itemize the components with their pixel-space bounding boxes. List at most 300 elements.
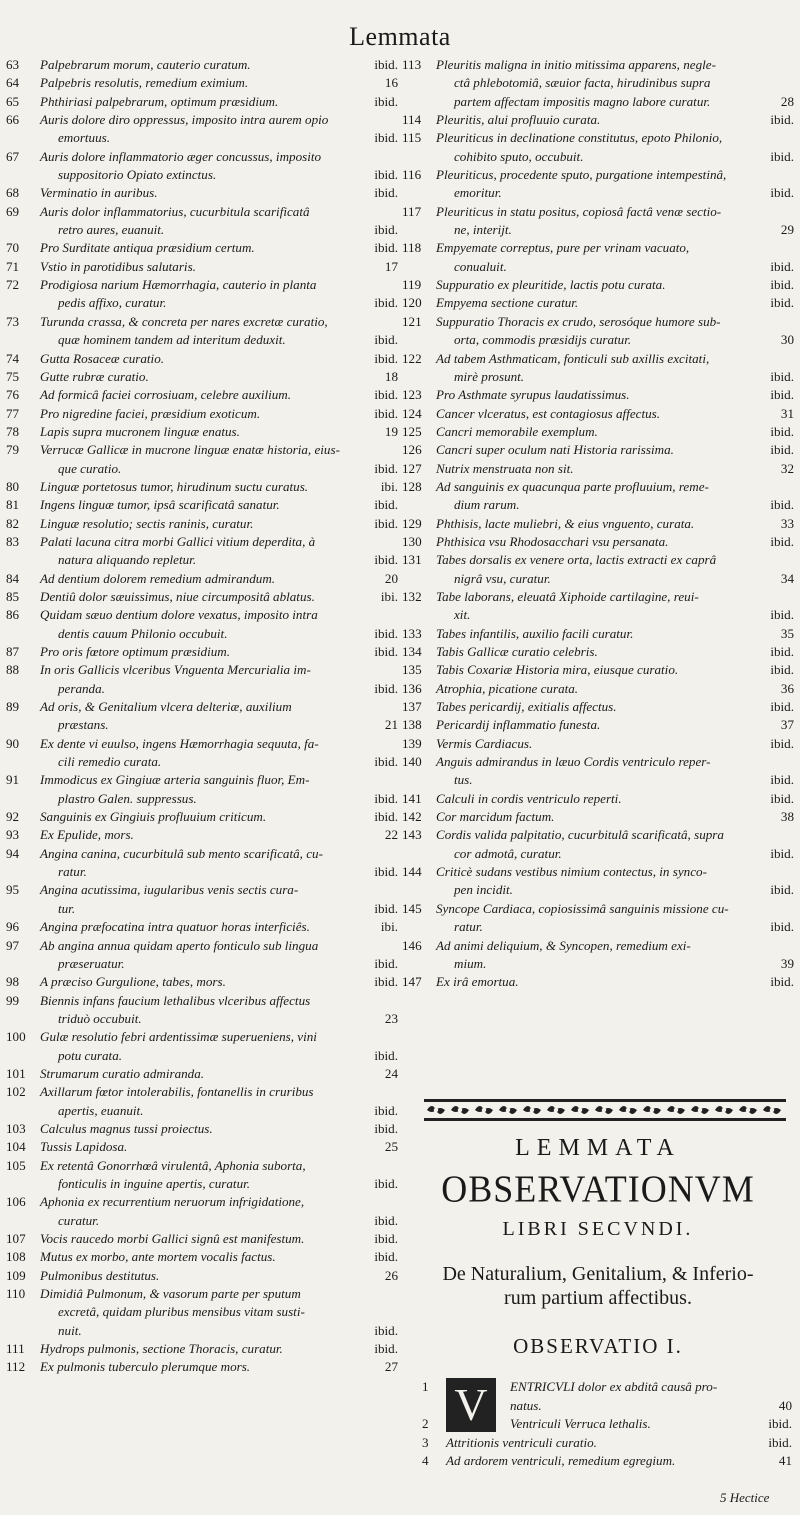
page-reference: ibid. bbox=[374, 240, 398, 256]
entry-number: 73 bbox=[6, 313, 20, 329]
entry-text: Calculi in cordis ventriculo reperti. bbox=[436, 790, 622, 806]
lemma-entry bbox=[402, 826, 794, 863]
entry-number: 68 bbox=[6, 185, 20, 201]
entry-number: 125 bbox=[402, 423, 422, 439]
lemma-entry bbox=[6, 771, 398, 808]
entry-number: 128 bbox=[402, 478, 422, 494]
entry-text: præstans. bbox=[58, 717, 109, 733]
ornament-dot bbox=[698, 1108, 702, 1112]
page-reference: ibid. bbox=[770, 295, 794, 311]
entry-text: Linguæ resolutio; sectis raninis, curatur. bbox=[40, 515, 254, 531]
lemma-entry bbox=[6, 515, 398, 533]
lemma-entry bbox=[402, 276, 794, 294]
entry-text: ratur. bbox=[454, 919, 483, 935]
page-reference: ibid. bbox=[374, 790, 398, 806]
lemma-entry bbox=[402, 441, 794, 459]
lemma-entry bbox=[6, 368, 398, 386]
page-reference: ibid. bbox=[374, 57, 398, 72]
entry-text: Phthisis, lacte muliebri, & eius vnguento, curata. bbox=[436, 515, 695, 531]
entry-text: Tabis Gallicæ curatio celebris. bbox=[436, 644, 598, 659]
lemma-entry bbox=[6, 845, 398, 882]
lemma-entry bbox=[6, 937, 398, 974]
entry-number: 137 bbox=[402, 699, 422, 715]
entry-text: Pro Asthmate syrupus laudatissimus. bbox=[436, 387, 630, 403]
lemma-entry bbox=[402, 350, 794, 387]
entry-number: 99 bbox=[6, 992, 20, 1008]
lemma-entry bbox=[6, 405, 398, 423]
entry-text: Ad oris, & Genitalium vlcera delteriæ, auxilium bbox=[40, 699, 292, 715]
page-reference: 30 bbox=[780, 332, 794, 348]
lemma-entry bbox=[6, 918, 398, 936]
ornament-dot bbox=[722, 1108, 726, 1112]
entry-number: 92 bbox=[6, 809, 20, 825]
lemma-entry bbox=[6, 1358, 398, 1376]
subtitle-line-1: De Naturalium, Genitalium, & Inferio- bbox=[442, 1263, 754, 1285]
page-reference: ibid. bbox=[374, 93, 398, 109]
entry-number: 2 bbox=[422, 1416, 429, 1431]
ornament-dot bbox=[458, 1108, 462, 1112]
section-title-libri: LIBRI SECVNDI. bbox=[502, 1218, 694, 1240]
entry-text: natura aliquando repletur. bbox=[58, 552, 197, 568]
entry-text: Nutrix menstruata non sit. bbox=[436, 460, 574, 476]
page-reference: ibid. bbox=[770, 387, 794, 403]
entry-number: 122 bbox=[402, 350, 422, 366]
entry-number: 97 bbox=[6, 937, 20, 953]
lemma-entry bbox=[6, 441, 398, 478]
ornament-dot bbox=[506, 1108, 510, 1112]
entry-number: 70 bbox=[6, 240, 20, 256]
lemma-entry bbox=[402, 753, 794, 790]
entry-text: ctâ phlebotomiâ, sæuior facta, hirudinibus supra bbox=[454, 75, 711, 91]
lemma-entry bbox=[6, 992, 398, 1029]
entry-text: Ex retentâ Gonorrhœâ virulentâ, Aphonia suborta, bbox=[40, 1157, 306, 1173]
entry-number: 118 bbox=[402, 240, 422, 256]
entry-number: 64 bbox=[6, 75, 20, 91]
entry-text: natus. bbox=[510, 1397, 542, 1413]
entry-number: 114 bbox=[402, 112, 422, 128]
ornament-dot bbox=[626, 1108, 630, 1112]
entry-text: Vermis Cardiacus. bbox=[436, 735, 533, 751]
entry-number: 3 bbox=[422, 1434, 429, 1450]
page-reference: ibid. bbox=[374, 680, 398, 696]
entry-number: 141 bbox=[402, 790, 422, 806]
entry-text: Hydrops pulmonis, sectione Thoracis, curatur. bbox=[40, 1341, 283, 1357]
lemma-entry bbox=[402, 790, 794, 808]
page-reference: ibi. bbox=[380, 478, 398, 494]
lemma-entry bbox=[402, 203, 794, 240]
entry-number: 123 bbox=[402, 387, 422, 403]
entry-number: 119 bbox=[402, 277, 422, 293]
page-reference: 22 bbox=[384, 827, 398, 843]
entry-text: Pleuritis maligna in initio mitissima apparens, negle- bbox=[436, 57, 716, 72]
lemma-entry bbox=[6, 533, 398, 570]
lemma-entry bbox=[6, 973, 398, 991]
entry-text: Pleuriticus in statu positus, copiosâ factâ venæ sectio- bbox=[436, 203, 722, 219]
entry-text: nigrâ vsu, curatur. bbox=[454, 570, 551, 586]
entry-number: 105 bbox=[6, 1157, 26, 1173]
entry-text: triduò occubuit. bbox=[58, 1010, 142, 1026]
page-reference: ibid. bbox=[770, 644, 794, 659]
entry-text: Turunda crassa, & concreta per nares excretæ curatio, bbox=[40, 313, 328, 329]
entry-text: mium. bbox=[454, 955, 487, 971]
entry-text: Auris dolor inflammatorius, cucurbitula scarificatâ bbox=[40, 203, 310, 219]
entry-number: 98 bbox=[6, 974, 20, 990]
page-reference: ibid. bbox=[770, 607, 794, 623]
entry-number: 111 bbox=[6, 1341, 25, 1357]
entry-number: 143 bbox=[402, 827, 422, 843]
lemma-entry bbox=[6, 1120, 398, 1138]
entry-text: xit. bbox=[454, 607, 471, 623]
entry-number: 107 bbox=[6, 1231, 26, 1246]
lemma-entry bbox=[6, 661, 398, 698]
entry-number: 74 bbox=[6, 350, 20, 366]
entry-text: orta, commodis præsidijs curatur. bbox=[454, 332, 632, 348]
page-reference: 33 bbox=[780, 515, 794, 531]
lemma-entry bbox=[6, 203, 398, 240]
entry-text: Aphonia ex recurrentium neruorum infrigidatione, bbox=[40, 1194, 305, 1210]
entry-text: Pleuriticus in declinatione constitutus, epoto Philonio, bbox=[436, 130, 723, 146]
page-reference: ibid. bbox=[374, 130, 398, 146]
ornament-dot bbox=[746, 1108, 750, 1112]
entry-number: 139 bbox=[402, 735, 422, 751]
lemma-entry bbox=[402, 56, 794, 111]
page-reference: 27 bbox=[384, 1359, 398, 1375]
entry-number: 83 bbox=[6, 533, 20, 549]
entry-text: Auris dolore diro oppressus, imposito intra aurem opio bbox=[40, 112, 329, 128]
entry-number: 71 bbox=[6, 258, 20, 274]
page-reference: ibid. bbox=[770, 423, 794, 439]
entry-number: 113 bbox=[402, 57, 422, 72]
entry-number: 85 bbox=[6, 588, 20, 604]
entry-number: 140 bbox=[402, 754, 422, 770]
entry-text: Palpebrarum morum, cauterio curatum. bbox=[40, 57, 251, 72]
page-reference: 25 bbox=[384, 1139, 398, 1155]
entry-text: apertis, euanuit. bbox=[58, 1102, 144, 1118]
lemma-entry bbox=[6, 386, 398, 404]
lemma-entry bbox=[6, 1138, 398, 1156]
page-reference: ibid. bbox=[770, 277, 794, 293]
page-reference: 21 bbox=[384, 717, 398, 733]
entry-text: Sanguinis ex Gingiuis profluuium criticum. bbox=[40, 809, 267, 825]
page-reference: 35 bbox=[780, 625, 794, 641]
lemma-entry bbox=[402, 313, 794, 350]
entry-number: 80 bbox=[6, 478, 20, 494]
entry-text: Palati lacuna citra morbi Gallici vitium deperdita, à bbox=[40, 533, 316, 549]
entry-text: pedis affixo, curatur. bbox=[58, 295, 167, 311]
page-reference: ibid. bbox=[770, 699, 794, 715]
entry-text: Suppuratio ex pleuritide, lactis potu curata. bbox=[436, 277, 666, 293]
lemma-entry bbox=[422, 1452, 792, 1471]
entry-text: conualuit. bbox=[454, 258, 507, 274]
page-reference: ibid. bbox=[374, 1212, 398, 1228]
lemma-entry bbox=[402, 478, 794, 515]
lemma-entry bbox=[6, 1248, 398, 1266]
entry-number: 72 bbox=[6, 277, 20, 293]
entry-text: Suppuratio Thoracis ex crudo, serosóque humore sub- bbox=[436, 313, 721, 329]
entry-text: Dimidiâ Pulmonum, & vasorum parte per sputum bbox=[40, 1286, 301, 1302]
entry-text: Ad ardorem ventriculi, remedium egregium. bbox=[446, 1453, 676, 1468]
lemma-entry bbox=[6, 570, 398, 588]
entry-text: cor admotâ, curatur. bbox=[454, 845, 562, 861]
entry-text: Ad tabem Asthmaticam, fonticuli sub axillis excitati, bbox=[436, 350, 710, 366]
entry-text: Ad formicâ faciei corrosiuam, celebre auxilium. bbox=[40, 387, 292, 403]
subtitle-line-2: rum partium affectibus. bbox=[504, 1287, 692, 1309]
page-reference: 23 bbox=[384, 1010, 398, 1026]
entry-number: 77 bbox=[6, 405, 20, 421]
entry-text: Ex dente vi euulso, ingens Hæmorrhagia sequuta, fa- bbox=[40, 735, 319, 751]
lemma-entry bbox=[6, 350, 398, 368]
page-reference: ibid. bbox=[770, 882, 794, 898]
lemma-entry bbox=[402, 973, 794, 991]
entry-text: Lapis supra mucronem linguæ enatus. bbox=[40, 423, 240, 439]
page-reference: 19 bbox=[384, 423, 398, 439]
entry-text: Biennis infans faucium lethalibus vlceribus affectus bbox=[40, 992, 311, 1008]
observatio-heading: OBSERVATIO I. bbox=[513, 1334, 683, 1358]
page-title: Lemmata bbox=[349, 22, 451, 51]
page-reference: ibid. bbox=[374, 1231, 398, 1246]
page-reference: ibid. bbox=[768, 1434, 792, 1450]
lemma-entry bbox=[402, 405, 794, 423]
entry-number: 120 bbox=[402, 295, 422, 311]
entry-number: 86 bbox=[6, 607, 20, 623]
entry-number: 100 bbox=[6, 1029, 26, 1045]
page-reference: ibid. bbox=[770, 735, 794, 751]
entry-text: ENTRICVLI dolor ex abditâ causâ pro- bbox=[510, 1379, 718, 1394]
page-reference: ibid. bbox=[374, 1341, 398, 1357]
ornament-dot bbox=[530, 1108, 534, 1112]
entry-text: Linguæ portetosus tumor, hirudinum suctu curatus. bbox=[40, 478, 309, 494]
entry-text: Ex pulmonis tuberculo plerumque mors. bbox=[40, 1359, 251, 1375]
entry-text: Pro Surditate antiqua præsidium certum. bbox=[40, 240, 255, 256]
entry-text: Anguis admirandus in læuo Cordis ventriculo reper- bbox=[436, 754, 711, 770]
page-reference: ibid. bbox=[374, 350, 398, 366]
entry-text: Prodigiosa narium Hæmorrhagia, cauterio in planta bbox=[40, 277, 317, 293]
lemma-entry bbox=[6, 93, 398, 111]
lemma-entry bbox=[6, 826, 398, 844]
entry-number: 101 bbox=[6, 1065, 26, 1081]
entry-number: 87 bbox=[6, 644, 20, 659]
entry-text: Atrophia, picatione curata. bbox=[436, 680, 579, 696]
lemma-entry bbox=[402, 808, 794, 826]
lemma-entry bbox=[6, 423, 398, 441]
entry-number: 127 bbox=[402, 460, 422, 476]
entry-number: 142 bbox=[402, 809, 422, 825]
lemma-entry bbox=[6, 1230, 398, 1248]
entry-number: 88 bbox=[6, 662, 20, 678]
entry-number: 132 bbox=[402, 588, 422, 604]
ornament-dot bbox=[554, 1108, 558, 1112]
entry-text: præseruatur. bbox=[58, 955, 125, 971]
ornament-dot bbox=[434, 1108, 438, 1112]
ornament-dot bbox=[482, 1108, 486, 1112]
entry-text: Angina canina, cucurbitulâ sub mento scarificatâ, cu- bbox=[40, 845, 323, 861]
entry-number: 1 bbox=[422, 1379, 429, 1394]
lemma-entry bbox=[6, 276, 398, 313]
right-column bbox=[402, 56, 794, 992]
page-reference: ibid. bbox=[374, 809, 398, 825]
entry-text: Ad sanguinis ex quacunqua parte profluuium, reme- bbox=[436, 478, 709, 494]
entry-number: 66 bbox=[6, 112, 20, 128]
lemma-entry bbox=[402, 680, 794, 698]
entry-text: In oris Gallicis vlceribus Vnguenta Mercurialia im- bbox=[40, 662, 311, 678]
entry-text: Phthisica vsu Rhodosacchari vsu persanata. bbox=[436, 533, 669, 549]
page-reference: ibid. bbox=[770, 533, 794, 549]
page-reference: ibid. bbox=[770, 662, 794, 678]
lemma-entry bbox=[6, 56, 398, 74]
entry-text: Cancer vlceratus, est contagiosus affectus. bbox=[436, 405, 661, 421]
entry-text: ratur. bbox=[58, 864, 87, 880]
entry-number: 144 bbox=[402, 864, 422, 880]
ornament-dot bbox=[650, 1108, 654, 1112]
page-reference: ibid. bbox=[770, 974, 794, 990]
entry-text: Pro oris fœtore optimum præsidium. bbox=[40, 644, 230, 659]
entry-number: 69 bbox=[6, 203, 20, 219]
entry-text: Vstio in parotidibus salutaris. bbox=[40, 258, 196, 274]
entry-number: 63 bbox=[6, 57, 20, 72]
entry-number: 112 bbox=[6, 1359, 26, 1375]
entry-number: 103 bbox=[6, 1120, 26, 1136]
lemma-entry bbox=[402, 515, 794, 533]
lemma-entry bbox=[6, 1083, 398, 1120]
entry-number: 115 bbox=[402, 130, 422, 146]
entry-text: Syncope Cardiaca, copiosissimâ sanguinis missione cu- bbox=[436, 900, 729, 916]
entry-text: Ventriculi Verruca lethalis. bbox=[510, 1416, 651, 1431]
lemma-entry bbox=[422, 1415, 792, 1434]
page-reference: 28 bbox=[780, 93, 794, 109]
entry-text: mirè prosunt. bbox=[454, 368, 525, 384]
lemma-entry bbox=[6, 588, 398, 606]
page-reference: 24 bbox=[384, 1065, 398, 1081]
page-reference: ibid. bbox=[374, 900, 398, 916]
page-reference: ibid. bbox=[374, 1102, 398, 1118]
entry-number: 147 bbox=[402, 974, 422, 990]
page-reference: ibi. bbox=[380, 919, 398, 935]
entry-number: 79 bbox=[6, 442, 20, 458]
entry-text: Attritionis ventriculi curatio. bbox=[446, 1434, 597, 1450]
entry-number: 134 bbox=[402, 644, 422, 659]
entry-number: 110 bbox=[6, 1286, 26, 1302]
entry-text: Gutta Rosaceæ curatio. bbox=[40, 350, 165, 366]
entry-number: 76 bbox=[6, 387, 20, 403]
entry-text: curatur. bbox=[58, 1212, 100, 1228]
entry-text: emortuus. bbox=[58, 130, 111, 146]
entry-text: Gutte rubræ curatio. bbox=[40, 368, 149, 384]
lemma-entry bbox=[402, 863, 794, 900]
lemma-entry bbox=[402, 294, 794, 312]
entry-text: quæ hominem tandem ad interitum deduxit. bbox=[58, 332, 286, 348]
page-reference: ibi. bbox=[380, 588, 398, 604]
entry-number: 124 bbox=[402, 405, 422, 421]
lemma-entry bbox=[6, 1193, 398, 1230]
page-reference: 41 bbox=[778, 1453, 792, 1468]
entry-number: 116 bbox=[402, 167, 422, 183]
entry-text: Cordis valida palpitatio, cucurbitulâ scarificatâ, supra bbox=[436, 827, 724, 843]
entry-number: 133 bbox=[402, 625, 422, 641]
entry-text: Pleuritis, alui profluuio curata. bbox=[436, 112, 601, 128]
lemma-entry bbox=[402, 588, 794, 625]
page-reference: ibid. bbox=[374, 754, 398, 770]
ornament-dot bbox=[578, 1108, 582, 1112]
section-title-observationum: OBSERVATIONVM bbox=[441, 1168, 755, 1210]
lemma-entry bbox=[6, 1157, 398, 1194]
ornament-border bbox=[424, 1097, 786, 1123]
lemma-entry bbox=[402, 386, 794, 404]
entry-text: nuit. bbox=[58, 1322, 82, 1338]
entry-number: 117 bbox=[402, 203, 422, 219]
entry-text: tus. bbox=[454, 772, 473, 788]
lemma-entry bbox=[402, 735, 794, 753]
lemma-entry bbox=[6, 1285, 398, 1340]
entry-number: 109 bbox=[6, 1267, 26, 1283]
page-reference: ibid. bbox=[770, 790, 794, 806]
page-reference: ibid. bbox=[374, 460, 398, 476]
page-reference: 18 bbox=[384, 368, 398, 384]
entry-number: 81 bbox=[6, 497, 20, 513]
lemma-entry bbox=[402, 166, 794, 203]
entry-text: Pro nigredine faciei, præsidium exoticum. bbox=[40, 405, 261, 421]
page-reference: 29 bbox=[780, 222, 794, 238]
lemma-entry bbox=[402, 643, 794, 661]
entry-number: 145 bbox=[402, 900, 422, 916]
lemma-entry bbox=[6, 881, 398, 918]
lemma-entry bbox=[6, 808, 398, 826]
entry-number: 67 bbox=[6, 148, 20, 164]
entry-number: 126 bbox=[402, 442, 422, 458]
lemma-entry bbox=[402, 129, 794, 166]
entry-number: 136 bbox=[402, 680, 422, 696]
entry-text: fonticulis in inguine apertis, curatur. bbox=[58, 1175, 251, 1191]
page-reference: ibid. bbox=[374, 955, 398, 971]
page-reference: 16 bbox=[384, 75, 398, 91]
entry-text: Tabes pericardij, exitialis affectus. bbox=[436, 699, 617, 715]
left-column bbox=[6, 56, 398, 1377]
ornament-dot bbox=[770, 1108, 774, 1112]
page-reference: ibid. bbox=[374, 1175, 398, 1191]
observatio-list bbox=[422, 1378, 792, 1471]
page-reference: ibid. bbox=[770, 919, 794, 935]
entry-text: Empyemate correptus, pure per vrinam vacuato, bbox=[436, 240, 690, 256]
entry-number: 121 bbox=[402, 313, 422, 329]
lemma-entry bbox=[402, 533, 794, 551]
entry-text: Ad animi deliquium, & Syncopen, remedium exi- bbox=[436, 937, 691, 953]
page-reference: ibid. bbox=[768, 1416, 792, 1431]
entry-number: 78 bbox=[6, 423, 20, 439]
entry-number: 82 bbox=[6, 515, 20, 531]
entry-number: 135 bbox=[402, 662, 422, 678]
entry-number: 91 bbox=[6, 772, 20, 788]
page-reference: ibid. bbox=[374, 387, 398, 403]
page-reference: ibid. bbox=[374, 295, 398, 311]
lemma-entry bbox=[402, 423, 794, 441]
entry-text: peranda. bbox=[58, 680, 105, 696]
page-reference: ibid. bbox=[374, 332, 398, 348]
entry-text: partem affectam impositis magno labore curatur. bbox=[454, 93, 711, 109]
lemma-entry bbox=[6, 239, 398, 257]
page-reference: ibid. bbox=[770, 148, 794, 164]
page-reference: ibid. bbox=[770, 442, 794, 458]
lemma-entry bbox=[6, 698, 398, 735]
page-reference: ibid. bbox=[374, 1322, 398, 1338]
entry-number: 89 bbox=[6, 699, 20, 715]
page-reference: ibid. bbox=[770, 497, 794, 513]
entry-text: Verminatio in auribus. bbox=[40, 185, 158, 201]
lemma-entry bbox=[402, 661, 794, 679]
section-subtitle bbox=[402, 1262, 794, 1310]
lemma-entry bbox=[6, 643, 398, 661]
lemma-entry bbox=[6, 735, 398, 772]
entry-text: tur. bbox=[58, 900, 76, 916]
page-reference: 32 bbox=[780, 460, 794, 476]
